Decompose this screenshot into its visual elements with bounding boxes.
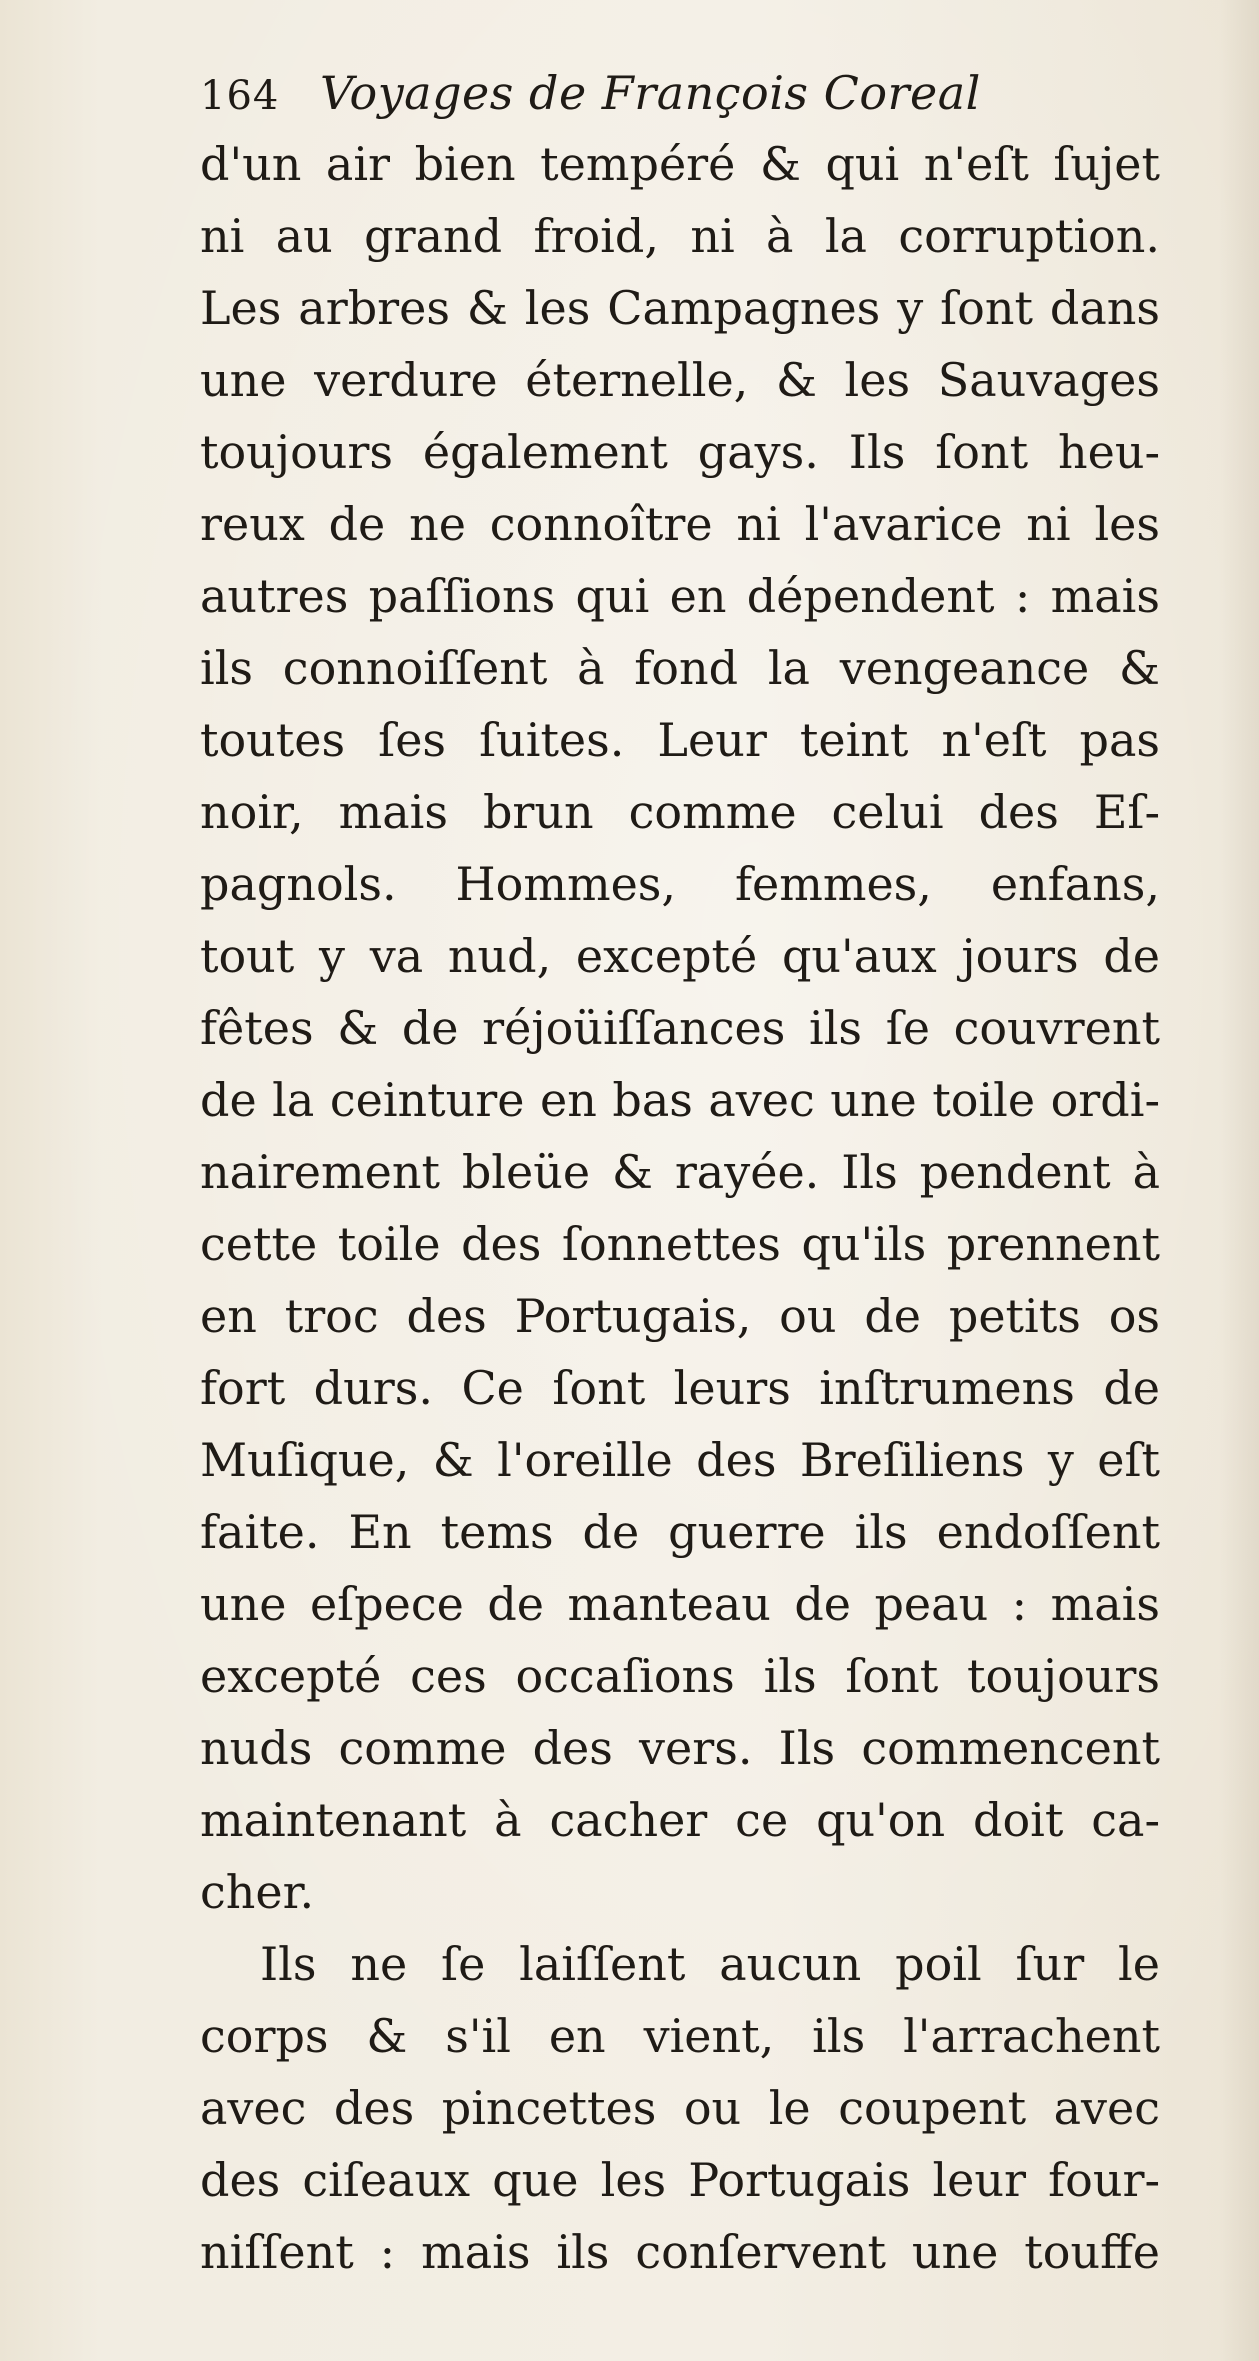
text-line: reux de ne connoître ni l'avarice ni les <box>200 497 1160 551</box>
text-line: cette toile des ſonnettes qu'ils prennent <box>200 1217 1160 1271</box>
text-line: ils connoiſſent à fond la vengeance & <box>200 641 1160 695</box>
text-line: une eſpece de manteau de peau : mais <box>200 1577 1160 1631</box>
body-text <box>200 128 1160 2288</box>
text-line: toutes ſes ſuites. Leur teint n'eſt pas <box>200 713 1160 767</box>
text-line: fêtes & de réjoüiſſances ils ſe couvrent <box>200 1001 1160 1055</box>
text-line: tout y va nud, excepté qu'aux jours de <box>200 929 1160 983</box>
text-line: niſſent : mais ils conſervent une touffe <box>200 2225 1160 2279</box>
text-line: d'un air bien tempéré & qui n'eſt ſujet <box>200 137 1160 191</box>
text-line: ni au grand froid, ni à la corruption. <box>200 209 1160 263</box>
text-line: Les arbres & les Campagnes y ſont dans <box>200 281 1160 335</box>
text-line: Ils ne ſe laiſſent aucun poil ſur le <box>260 1937 1160 1991</box>
text-line: noir, mais brun comme celui des Eſ- <box>200 785 1160 839</box>
text-line: avec des pincettes ou le coupent avec <box>200 2081 1160 2135</box>
text-line: nuds comme des vers. Ils commencent <box>200 1721 1160 1775</box>
text-line: pagnols. Hommes, femmes, enfans, <box>200 857 1160 911</box>
running-title: Voyages de François Coreal <box>320 66 981 120</box>
text-line: autres paſſions qui en dépendent : mais <box>200 569 1160 623</box>
text-line: de la ceinture en bas avec une toile ordi- <box>200 1073 1160 1127</box>
text-line: nairement bleüe & rayée. Ils pendent à <box>200 1145 1160 1199</box>
page-edge-shadow <box>1219 0 1259 2361</box>
text-line: maintenant à cacher ce qu'on doit ca- <box>200 1793 1160 1847</box>
text-line: cher. <box>200 1865 315 1919</box>
text-line: Muſique, & l'oreille des Breſiliens y eſt <box>200 1433 1160 1487</box>
text-line: des ciſeaux que les Portugais leur four- <box>200 2153 1160 2207</box>
text-line: toujours également gays. Ils ſont heu- <box>200 425 1160 479</box>
text-line: fort durs. Ce ſont leurs inſtrumens de <box>200 1361 1160 1415</box>
text-line: corps & s'il en vient, ils l'arrachent <box>200 2009 1160 2063</box>
page-number: 164 <box>200 73 280 119</box>
text-line: excepté ces occaſions ils ſont toujours <box>200 1649 1160 1703</box>
text-line: en troc des Portugais, ou de petits os <box>200 1289 1160 1343</box>
running-head <box>200 66 981 136</box>
text-line: faite. En tems de guerre ils endoſſent <box>200 1505 1160 1559</box>
text-line: une verdure éternelle, & les Sauvages <box>200 353 1160 407</box>
